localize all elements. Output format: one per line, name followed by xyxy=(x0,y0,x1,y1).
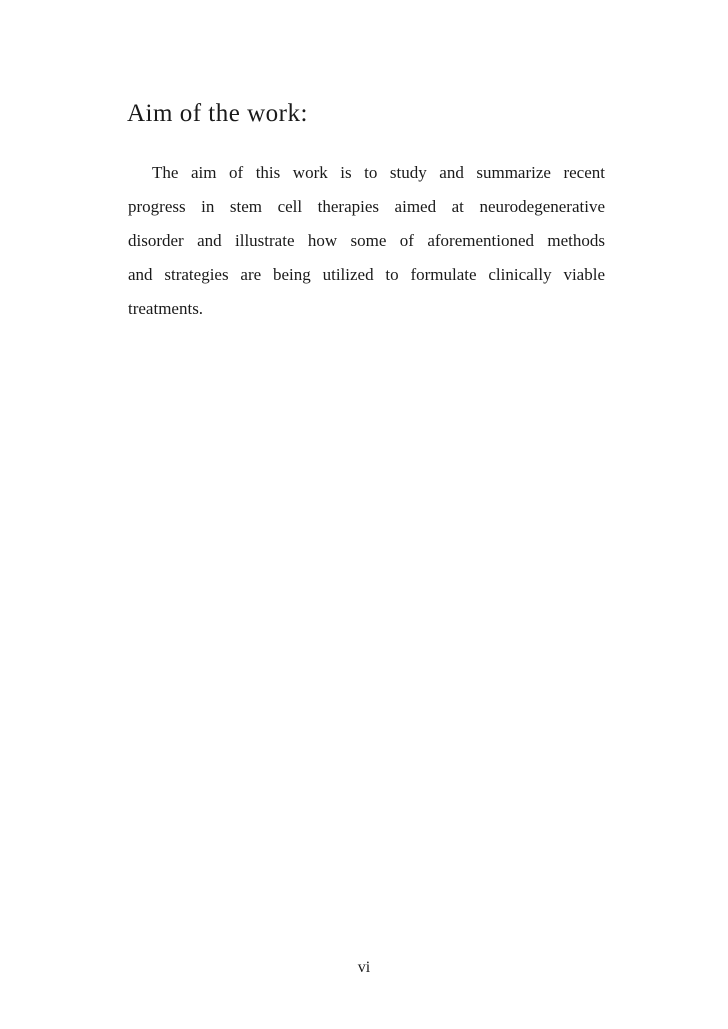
paragraph-line: The aim of this work is to study and summarize recent xyxy=(152,163,605,182)
aim-paragraph xyxy=(128,156,605,326)
paragraph-line: disorder and illustrate how some of aforementioned methods xyxy=(128,231,605,250)
section-heading: Aim of the work: xyxy=(127,100,308,127)
paragraph-line: progress in stem cell therapies aimed at neurodegenerative xyxy=(128,197,605,216)
paragraph-line: treatments. xyxy=(128,299,204,318)
paragraph-line: and strategies are being utilized to formulate clinically viable xyxy=(128,265,605,284)
page-number: vi xyxy=(357,959,371,976)
